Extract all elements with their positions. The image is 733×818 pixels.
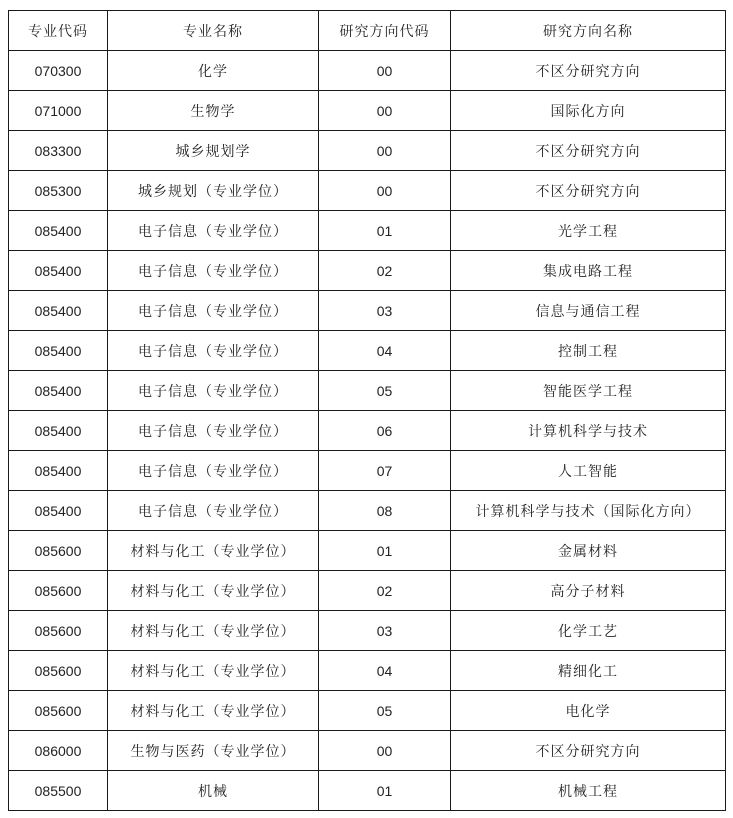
major-code-cell: 085300 <box>9 171 108 211</box>
direction-code-cell: 06 <box>319 411 451 451</box>
table-row <box>9 91 726 131</box>
major-name-cell: 机械 <box>108 771 319 811</box>
major-direction-table <box>8 10 726 811</box>
header-major-code: 专业代码 <box>9 11 108 51</box>
table-row <box>9 451 726 491</box>
direction-code-cell: 01 <box>319 211 451 251</box>
major-name-cell: 城乡规划学 <box>108 131 319 171</box>
direction-code-cell: 05 <box>319 691 451 731</box>
direction-name-cell: 不区分研究方向 <box>451 171 726 211</box>
direction-code-cell: 04 <box>319 331 451 371</box>
major-code-cell: 083300 <box>9 131 108 171</box>
direction-name-cell: 信息与通信工程 <box>451 291 726 331</box>
header-major-name: 专业名称 <box>108 11 319 51</box>
major-name-cell: 生物与医药（专业学位） <box>108 731 319 771</box>
table-row <box>9 371 726 411</box>
table-row <box>9 51 726 91</box>
table-row <box>9 251 726 291</box>
direction-code-cell: 02 <box>319 251 451 291</box>
direction-name-cell: 化学工艺 <box>451 611 726 651</box>
direction-code-cell: 00 <box>319 131 451 171</box>
direction-name-cell: 不区分研究方向 <box>451 131 726 171</box>
direction-code-cell: 05 <box>319 371 451 411</box>
table-header-row <box>9 11 726 51</box>
major-name-cell: 电子信息（专业学位） <box>108 211 319 251</box>
major-name-cell: 材料与化工（专业学位） <box>108 611 319 651</box>
direction-code-cell: 01 <box>319 771 451 811</box>
table-row <box>9 211 726 251</box>
direction-code-cell: 08 <box>319 491 451 531</box>
major-name-cell: 材料与化工（专业学位） <box>108 571 319 611</box>
major-code-cell: 085600 <box>9 651 108 691</box>
direction-code-cell: 03 <box>319 611 451 651</box>
major-name-cell: 电子信息（专业学位） <box>108 491 319 531</box>
direction-code-cell: 00 <box>319 171 451 211</box>
major-name-cell: 材料与化工（专业学位） <box>108 691 319 731</box>
direction-code-cell: 07 <box>319 451 451 491</box>
direction-name-cell: 机械工程 <box>451 771 726 811</box>
table-row <box>9 571 726 611</box>
major-name-cell: 电子信息（专业学位） <box>108 451 319 491</box>
major-code-cell: 086000 <box>9 731 108 771</box>
major-name-cell: 电子信息（专业学位） <box>108 291 319 331</box>
major-name-cell: 电子信息（专业学位） <box>108 331 319 371</box>
direction-name-cell: 高分子材料 <box>451 571 726 611</box>
table-row <box>9 331 726 371</box>
direction-code-cell: 01 <box>319 531 451 571</box>
major-code-cell: 085600 <box>9 691 108 731</box>
direction-name-cell: 集成电路工程 <box>451 251 726 291</box>
direction-name-cell: 国际化方向 <box>451 91 726 131</box>
major-name-cell: 生物学 <box>108 91 319 131</box>
major-code-cell: 085400 <box>9 491 108 531</box>
major-code-cell: 085400 <box>9 411 108 451</box>
major-code-cell: 085600 <box>9 611 108 651</box>
table-row <box>9 291 726 331</box>
table-row <box>9 491 726 531</box>
direction-name-cell: 光学工程 <box>451 211 726 251</box>
direction-code-cell: 04 <box>319 651 451 691</box>
direction-code-cell: 03 <box>319 291 451 331</box>
major-code-cell: 085400 <box>9 371 108 411</box>
direction-name-cell: 不区分研究方向 <box>451 51 726 91</box>
header-direction-code: 研究方向代码 <box>319 11 451 51</box>
major-code-cell: 085400 <box>9 451 108 491</box>
major-code-cell: 070300 <box>9 51 108 91</box>
direction-name-cell: 不区分研究方向 <box>451 731 726 771</box>
table-row <box>9 531 726 571</box>
table-row <box>9 411 726 451</box>
major-code-cell: 085400 <box>9 291 108 331</box>
major-name-cell: 材料与化工（专业学位） <box>108 651 319 691</box>
table-row <box>9 611 726 651</box>
table-row <box>9 651 726 691</box>
direction-code-cell: 02 <box>319 571 451 611</box>
direction-name-cell: 精细化工 <box>451 651 726 691</box>
direction-name-cell: 计算机科学与技术（国际化方向） <box>451 491 726 531</box>
direction-name-cell: 计算机科学与技术 <box>451 411 726 451</box>
major-code-cell: 071000 <box>9 91 108 131</box>
major-name-cell: 城乡规划（专业学位） <box>108 171 319 211</box>
direction-name-cell: 智能医学工程 <box>451 371 726 411</box>
direction-name-cell: 人工智能 <box>451 451 726 491</box>
major-code-cell: 085600 <box>9 571 108 611</box>
table-row <box>9 691 726 731</box>
major-code-cell: 085600 <box>9 531 108 571</box>
major-code-cell: 085400 <box>9 211 108 251</box>
table-row <box>9 171 726 211</box>
major-name-cell: 材料与化工（专业学位） <box>108 531 319 571</box>
major-name-cell: 化学 <box>108 51 319 91</box>
table-body <box>9 51 726 811</box>
major-code-cell: 085500 <box>9 771 108 811</box>
direction-code-cell: 00 <box>319 731 451 771</box>
table-row <box>9 731 726 771</box>
header-direction-name: 研究方向名称 <box>451 11 726 51</box>
direction-name-cell: 电化学 <box>451 691 726 731</box>
table-row <box>9 131 726 171</box>
major-name-cell: 电子信息（专业学位） <box>108 371 319 411</box>
direction-name-cell: 控制工程 <box>451 331 726 371</box>
table-row <box>9 771 726 811</box>
major-code-cell: 085400 <box>9 251 108 291</box>
major-name-cell: 电子信息（专业学位） <box>108 411 319 451</box>
major-name-cell: 电子信息（专业学位） <box>108 251 319 291</box>
direction-code-cell: 00 <box>319 91 451 131</box>
direction-code-cell: 00 <box>319 51 451 91</box>
direction-name-cell: 金属材料 <box>451 531 726 571</box>
major-code-cell: 085400 <box>9 331 108 371</box>
